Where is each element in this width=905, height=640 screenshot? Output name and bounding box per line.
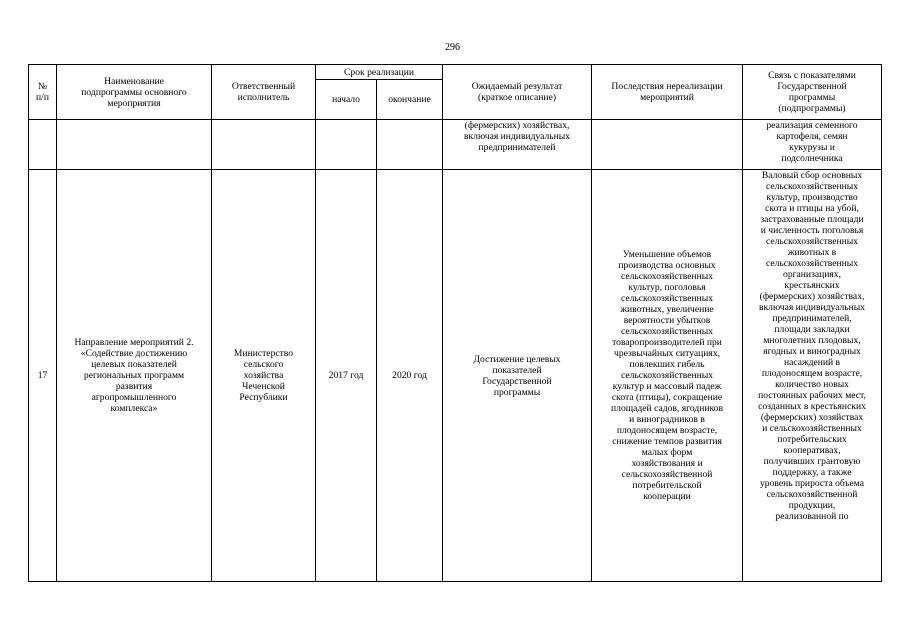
text-line: Государственной	[777, 81, 847, 92]
cell-end	[377, 120, 443, 170]
text-line: насаждений в	[783, 357, 841, 368]
text-line: подсолнечника	[781, 153, 843, 164]
text-line: мероприятия	[107, 97, 161, 109]
header-period: Срок реализации	[316, 65, 443, 80]
text-line: подпрограммы основного	[81, 86, 187, 98]
text-line: Последствия нереализации	[611, 81, 723, 92]
text-line: «Содействие достижению	[80, 348, 188, 359]
text-line: Достижение целевых	[473, 353, 561, 365]
text-line: повлекших гибель	[629, 359, 705, 370]
table-row-continued	[29, 120, 882, 170]
text-line: поддержку, а также	[772, 467, 852, 478]
text-line: Валовый сбор основных	[761, 170, 863, 181]
cell-name	[57, 170, 212, 582]
text-line: хозяйствования и	[631, 458, 703, 469]
cell-link	[743, 170, 882, 582]
text-line: региональных программ	[83, 370, 185, 381]
text-line: Направление мероприятий 2.	[74, 337, 194, 348]
cell-num	[29, 120, 57, 170]
text-line: Уменьшение объемов	[622, 249, 712, 260]
text-line: и численность поголовья	[760, 225, 864, 236]
header-responsible	[212, 65, 316, 120]
text-line: сельскохозяйственных	[765, 181, 859, 192]
text-line: плодоносящем возрасте,	[616, 425, 718, 436]
text-line: комплекса»	[110, 403, 158, 414]
text-line: хозяйства	[243, 370, 284, 381]
text-line: целевых показателей	[91, 359, 177, 370]
text-line: крестьянских	[784, 280, 840, 291]
text-line: сельскохозяйственных	[620, 293, 714, 304]
table-row-17	[29, 170, 882, 582]
text-line: культур, производство	[766, 192, 858, 203]
text-line: (фермерских) хозяйствах,	[464, 120, 570, 131]
text-line: животных, увеличение	[620, 304, 714, 315]
text-line: Ожидаемый результат	[471, 81, 563, 92]
text-line: постоянных рабочих мест,	[758, 390, 866, 401]
text-line: Министерство	[233, 348, 294, 359]
text-line: производства основных	[618, 260, 716, 271]
cell-end: 2020 год	[377, 170, 443, 582]
text-line: и сельскохозяйственных	[762, 423, 862, 434]
text-line: сельскохозяйственных	[620, 370, 714, 381]
text-line: культур, поголовья	[628, 282, 706, 293]
text-line: п/п	[36, 92, 49, 103]
text-line: сельскохозяйственных	[765, 236, 859, 247]
text-line: плодоносящем возрасте,	[761, 368, 863, 379]
cell-expected	[443, 170, 592, 582]
cell-start	[316, 120, 377, 170]
text-line: и виноградников в	[629, 414, 705, 425]
text-line: площади закладки	[774, 324, 850, 335]
text-line: животных в	[787, 247, 837, 258]
text-line: товаропроизводителей при	[612, 337, 722, 348]
header-num	[29, 65, 57, 120]
cell-responsible	[212, 120, 316, 170]
header-expected	[443, 65, 592, 120]
text-line: Наименование	[104, 75, 164, 87]
text-line: сельскохозяйственной	[621, 469, 713, 480]
text-line: чрезвычайных ситуациях,	[614, 348, 721, 359]
text-line: предпринимателей	[478, 142, 556, 153]
text-line: вероятности убытков	[623, 315, 711, 326]
header-consequences	[592, 65, 743, 120]
text-line: программы	[493, 386, 541, 398]
text-line: организациях,	[783, 269, 841, 280]
cell-start: 2017 год	[316, 170, 377, 582]
text-line: №	[37, 81, 48, 92]
text-line: скота (птицы), сокращение	[611, 392, 723, 403]
cell-responsible	[212, 170, 316, 582]
text-line: скота и птицы на убой,	[765, 203, 859, 214]
text-line: программы	[788, 92, 836, 103]
text-line: кукурузы и	[789, 142, 835, 153]
text-line: реализованной по	[775, 511, 849, 522]
text-line: кооперации	[643, 491, 691, 502]
text-line: включая индивидуальных	[463, 131, 571, 142]
text-line: (подпрограммы)	[778, 103, 846, 114]
page-number: 296	[445, 42, 460, 53]
text-line: потребительской	[632, 480, 702, 491]
text-line: Республики	[239, 392, 288, 403]
measures-table	[28, 64, 882, 582]
text-line: развития	[115, 381, 153, 392]
text-line: Государственной	[482, 375, 552, 387]
text-line: Ответственный	[231, 81, 296, 92]
text-line: сельскохозяйственных	[765, 258, 859, 269]
text-line: показателей	[492, 364, 542, 376]
text-line: предпринимателей,	[772, 313, 852, 324]
text-line: снижение темпов развития	[612, 436, 722, 447]
header-link	[743, 65, 882, 120]
text-line: (краткое описание)	[478, 92, 557, 103]
text-line: Связь с показателями	[768, 70, 856, 81]
text-line: реализация семенного	[766, 120, 858, 131]
text-line: сельскохозяйственных	[620, 326, 714, 337]
text-line: сельскохозяйственной	[766, 489, 858, 500]
text-line: малых форм	[641, 447, 693, 458]
cell-num: 17	[29, 170, 57, 582]
cell-link	[743, 120, 882, 170]
header-start: начало	[316, 80, 377, 120]
text-line: многолетних плодовых,	[763, 335, 861, 346]
header-name	[57, 65, 212, 120]
text-line: ягодных и виноградных	[763, 346, 861, 357]
text-line: (фермерских) хозяйствах,	[759, 291, 865, 302]
text-line: получивших грантовую	[763, 456, 861, 467]
text-line: исполнитель	[237, 92, 290, 103]
text-line: агропромышленного	[91, 392, 177, 403]
text-line: кооперативах,	[783, 445, 841, 456]
header-end: окончание	[377, 80, 443, 120]
text-line: включая индивидуальных	[758, 302, 866, 313]
text-line: продукции,	[788, 500, 836, 511]
text-line: сельскохозяйственных	[620, 271, 714, 282]
text-line: количество новых	[775, 379, 849, 390]
text-line: картофеля, семян	[776, 131, 848, 142]
text-line: мероприятий	[640, 92, 694, 103]
cell-consequences	[592, 170, 743, 582]
text-line: площадей садов, ягодников	[611, 403, 723, 414]
cell-consequences	[592, 120, 743, 170]
text-line: потребительских	[777, 434, 847, 445]
text-line: культур и массовый падеж	[612, 381, 722, 392]
cell-expected	[443, 120, 592, 170]
text-line: Чеченской	[242, 381, 285, 392]
cell-name	[57, 120, 212, 170]
text-line: уровень прироста объема	[759, 478, 865, 489]
text-line: (фермерских) хозяйствах	[760, 412, 864, 423]
text-line: созданных в крестьянских	[758, 401, 866, 412]
text-line: застрахованные площади	[760, 214, 864, 225]
text-line: сельского	[243, 359, 284, 370]
